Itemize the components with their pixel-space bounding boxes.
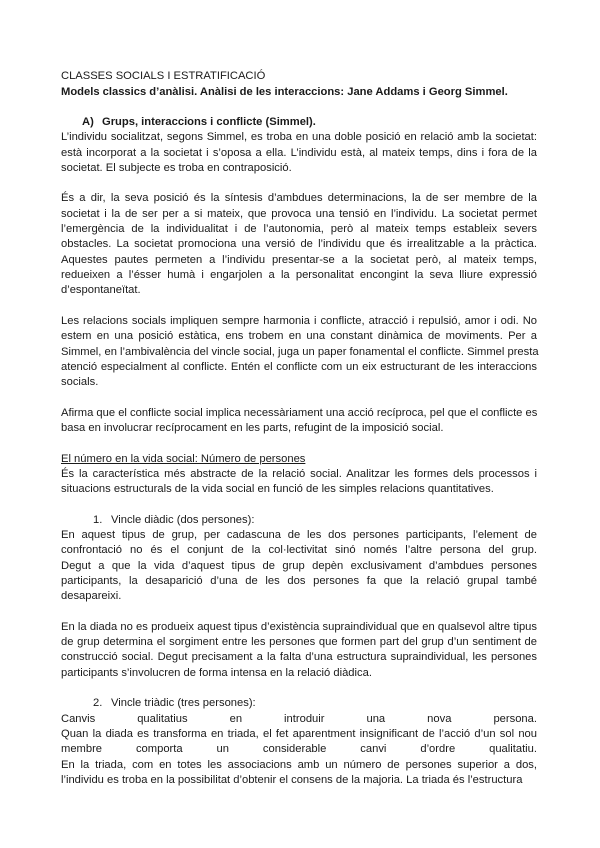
section-heading-numero: El número en la vida social: Número de persones (61, 453, 306, 465)
paragraph-line: socials. (61, 376, 99, 388)
document-subtitle: Models classics d’anàlisi. Anàlisi de les interaccions: Jane Addams i Georg Simmel. (61, 86, 508, 98)
paragraph-line: Degut a que la vida d’aquest tipus de grup depèn exclusivament d’ambdues persones (61, 560, 537, 572)
paragraph-line: situacions estructurals de la vida social en funció de les simples relacions quantitatives. (61, 483, 494, 495)
paragraph-line: desapareixi. (61, 590, 122, 602)
paragraph-line: Quan la diada es transforma en triada, el fet aparentment insignificant de l’acció d’un sol nou (61, 728, 537, 740)
paragraph-line: Afirma que el conflicte social implica necessàriament una acció recíproca, pel que el conflicte es (61, 407, 538, 419)
paragraph-line: l’emergència de la individualitat i de l’autonomia, però al mateix temps estableix severs (61, 223, 537, 235)
paragraph-line: basa en involucrar recíprocament en les parts, refugint de la imposició social. (61, 422, 444, 434)
paragraph-line: construcció social. Degut precisament a la falta d’una estructura supraindividual, les persones (61, 651, 537, 663)
paragraph-line: És la característica més abstracte de la relació social. Analitzar les formes dels processos i (61, 468, 537, 480)
document-title: CLASSES SOCIALS I ESTRATIFICACIÓ (61, 70, 266, 82)
paragraph-line: d’espontaneïtat. (61, 284, 141, 296)
list-item-marker: 2. (93, 697, 103, 709)
paragraph-line: de grup determina el sorgiment entre les persones que formen part del grup d’un sentiment de (61, 636, 537, 648)
paragraph-line: En la triada, com en totes les associacions amb un número de persones superior a dos, (61, 759, 537, 771)
paragraph-line: En aquest tipus de grup, per cadascuna de les dos persones participants, l’element de (61, 529, 537, 541)
paragraph-line: membre comporta un considerable canvi d’ordre qualitatiu. (61, 743, 537, 755)
paragraph-line: Aquestes pautes permeten a l’individu presentar-se a la societat però, al mateix temps, (61, 254, 537, 266)
paragraph-line: societat i la de ser per a si mateix, que provoca una tensió en l’individu. La societat permet (61, 208, 537, 220)
paragraph-line: obstacles. La societat promociona una versió de l’individu que és irrealitzable a la pràctica. (61, 238, 537, 250)
paragraph-line: L’individu socialitzat, segons Simmel, es troba en una doble posició en relació amb la societat: (61, 131, 537, 143)
paragraph-line: l’individu es troba en la possibilitat d’obtenir el consens de la majoria. La triada és l’estructura (61, 774, 523, 786)
paragraph-line: confrontació no és el conjunt de la col·lectivitat sinó només l’altre persona del grup. (61, 544, 537, 556)
paragraph-line: Les relacions socials impliquen sempre harmonia i conflicte, atracció i repulsió, amor i odi. No (61, 315, 537, 327)
paragraph-line: En la diada no es produeix aquest tipus d’existència supraindividual que en qualsevol altre tipus (61, 621, 537, 633)
paragraph-line: està incorporat a la societat i s’oposa a ella. L’individu està, al mateix temps, dins i fora de la (61, 147, 537, 159)
paragraph-line: redueixen a l’ésser humà i engarjolen a la personalitat encongint la seva lliure expressió (61, 269, 537, 281)
list-item-label: Vincle diàdic (dos persones): (111, 514, 255, 526)
paragraph-line: participants s’involucren de forma intensa en la relació diàdica. (61, 667, 372, 679)
paragraph-line: participants, la desaparició d’una de les dos persones fa que la relació grupal també (61, 575, 537, 587)
section-a-heading: Grups, interaccions i conflicte (Simmel). (102, 116, 316, 128)
paragraph-line: atenció especialment al conflicte. Entén el conflicte com un eix estructurant de les interaccions (61, 361, 537, 373)
paragraph-line: Simmel, en l’ambivalència del vincle social, juga un paper fonamental el conflicte. Simmel presta (61, 346, 539, 358)
paragraph-line: estem en una posició estàtica, ens trobem en una constant dinàmica de moviments. Per a (61, 330, 537, 342)
paragraph-line: Canvis qualitatius en introduir una nova persona. (61, 713, 537, 725)
list-item-label: Vincle triàdic (tres persones): (111, 697, 256, 709)
section-a-marker: A) (82, 116, 94, 128)
paragraph-line: societat. El subjecte es troba en contraposició. (61, 162, 292, 174)
paragraph-line: És a dir, la seva posició és la síntesis d’ambdues determinacions, la de ser membre de la (61, 192, 537, 204)
list-item-marker: 1. (93, 514, 103, 526)
